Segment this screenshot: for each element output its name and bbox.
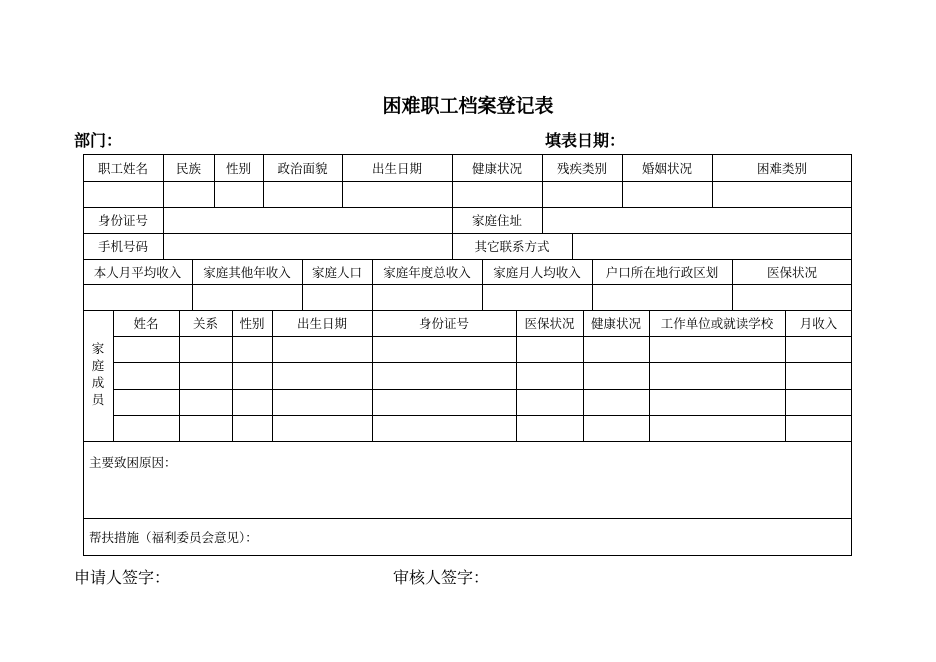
family-header-name: 姓名	[133, 316, 159, 331]
registration-form-table	[83, 154, 852, 556]
family-header-health-status: 健康状况	[590, 316, 641, 331]
phone-number-label: 手机号码	[97, 239, 148, 254]
header-political-status: 政治面貌	[277, 160, 328, 176]
home-address-label: 家庭住址	[471, 213, 522, 228]
assistance-measures-label: 帮扶措施（福利委员会意见）：	[89, 530, 258, 545]
header-monthly-income: 本人月平均收入	[93, 264, 182, 280]
header-medical-insurance: 医保状况	[766, 264, 817, 280]
header-marital-status: 婚姻状况	[641, 160, 692, 176]
header-health-status: 健康状况	[471, 160, 522, 176]
fill-date-label: 填表日期：	[545, 131, 626, 150]
header-annual-total-income: 家庭年度总收入	[383, 264, 471, 280]
form-title: 困难职工档案登记表	[382, 95, 554, 117]
header-household-registration: 户口所在地行政区划	[605, 264, 719, 280]
family-header-relation: 关系	[192, 316, 218, 331]
header-employee-name: 职工姓名	[97, 160, 148, 176]
header-gender: 性别	[225, 160, 251, 176]
applicant-signature-label: 申请人签字：	[74, 568, 171, 587]
hardship-reason-label: 主要致困原因：	[89, 455, 177, 470]
family-members-label: 家 庭 成 员	[91, 341, 105, 407]
department-label: 部门：	[74, 131, 123, 150]
header-ethnicity: 民族	[175, 160, 201, 176]
id-number-label: 身份证号	[97, 213, 148, 228]
header-birth-date: 出生日期	[371, 160, 422, 176]
header-disability-type: 残疾类别	[556, 160, 607, 176]
header-hardship-type: 困难类别	[756, 160, 807, 176]
header-other-annual-income: 家庭其他年收入	[203, 264, 291, 280]
reviewer-signature-label: 审核人签字：	[393, 568, 490, 587]
header-monthly-per-capita-income: 家庭月人均收入	[493, 264, 581, 280]
family-header-id-number: 身份证号	[418, 316, 469, 331]
family-header-medical-insurance: 医保状况	[524, 316, 575, 331]
family-header-workplace-school: 工作单位或就读学校	[660, 316, 774, 331]
header-household-size: 家庭人口	[311, 264, 362, 280]
other-contact-label: 其它联系方式	[474, 239, 550, 254]
family-header-gender: 性别	[239, 316, 265, 331]
family-header-monthly-income: 月收入	[799, 316, 838, 331]
family-header-birth-date: 出生日期	[296, 316, 347, 331]
